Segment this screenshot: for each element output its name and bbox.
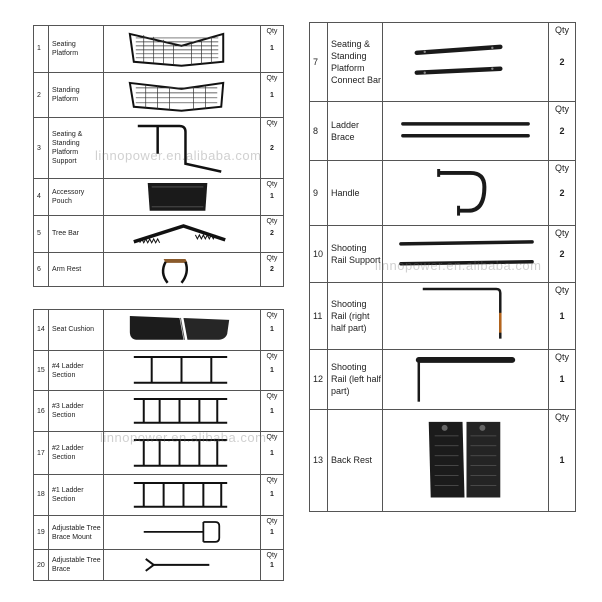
back-rest-icon <box>383 410 548 511</box>
part-name: Tree Bar <box>49 215 104 252</box>
table-row <box>34 350 284 391</box>
part-name: Ladder Brace <box>328 101 383 161</box>
accessory-pouch-icon <box>104 179 260 215</box>
part-number: 12 <box>310 350 328 410</box>
qty-label: Qty <box>266 434 278 442</box>
part-number: 15 <box>34 350 49 391</box>
qty-label: Qty <box>266 476 278 484</box>
qty-value: 1 <box>270 326 274 334</box>
part-number: 18 <box>34 474 49 515</box>
qty-value: 2 <box>270 265 274 273</box>
watermark: linnopower.en.alibaba.com <box>95 148 262 163</box>
part-number: 13 <box>310 409 328 511</box>
part-number: 10 <box>310 225 328 283</box>
table-row <box>34 550 284 581</box>
part-name: #4 Ladder Section <box>49 350 104 391</box>
qty-value: 2 <box>559 249 565 260</box>
qty-value: 1 <box>559 374 565 385</box>
table-row <box>310 283 576 350</box>
part-name: Seat Cushion <box>49 310 104 351</box>
part-number: 1 <box>34 26 49 73</box>
qty-value: 2 <box>270 230 274 238</box>
table-row <box>34 72 284 118</box>
qty-value: 1 <box>559 311 565 322</box>
table-row <box>310 350 576 410</box>
qty-label: Qty <box>266 352 278 360</box>
qty-value: 1 <box>270 449 274 457</box>
part-name: Arm Rest <box>49 252 104 287</box>
qty-label: Qty <box>554 103 569 114</box>
seating-platform-icon <box>104 26 260 72</box>
part-name: Handle <box>328 161 383 226</box>
qty-value: 1 <box>270 561 274 569</box>
part-number: 9 <box>310 161 328 226</box>
watermark: linnopower.en.alibaba.com <box>100 430 267 445</box>
part-number: 4 <box>34 179 49 216</box>
qty-value: 1 <box>270 407 274 415</box>
qty-label: Qty <box>266 181 278 189</box>
shooting-rail-support-icon <box>383 226 548 283</box>
part-name: #2 Ladder Section <box>49 432 104 475</box>
part-name: Shooting Rail Support <box>328 225 383 283</box>
qty-label: Qty <box>554 285 569 296</box>
parts-table-2 <box>33 309 284 581</box>
ladder-section-4-icon <box>104 351 260 391</box>
part-number: 3 <box>34 118 49 179</box>
part-number: 17 <box>34 432 49 475</box>
part-number: 8 <box>310 101 328 161</box>
part-number: 19 <box>34 515 49 550</box>
part-number: 14 <box>34 310 49 351</box>
table-row <box>34 474 284 515</box>
watermark: linnopower.en.alibaba.com <box>375 258 542 273</box>
standing-platform-icon <box>104 73 260 118</box>
part-name: Adjustable Tree Brace <box>49 550 104 581</box>
part-number: 2 <box>34 72 49 118</box>
qty-value: 1 <box>270 193 274 201</box>
qty-label: Qty <box>266 312 278 319</box>
part-number: 5 <box>34 215 49 252</box>
tree-brace-mount-icon <box>104 516 260 550</box>
qty-label: Qty <box>554 352 569 363</box>
part-name: Back Rest <box>328 409 383 511</box>
part-name: Seating & Standing Platform Connect Bar <box>328 23 383 102</box>
connect-bar-icon <box>383 23 548 101</box>
qty-value: 2 <box>270 144 274 152</box>
qty-label: Qty <box>266 254 278 262</box>
part-number: 7 <box>310 23 328 102</box>
qty-value: 1 <box>270 45 274 53</box>
part-number: 11 <box>310 283 328 350</box>
qty-value: 2 <box>559 56 565 67</box>
arm-rest-icon <box>104 253 260 287</box>
part-name: Adjustable Tree Brace Mount <box>49 515 104 550</box>
part-name: Seating Platform <box>49 26 104 73</box>
part-number: 16 <box>34 391 49 432</box>
table-row <box>310 409 576 511</box>
qty-label: Qty <box>266 393 278 401</box>
part-number: 6 <box>34 252 49 287</box>
tree-brace-icon <box>104 550 260 580</box>
part-name: #3 Ladder Section <box>49 391 104 432</box>
ladder-section-1-icon <box>104 475 260 515</box>
ladder-brace-icon <box>383 102 548 161</box>
qty-value: 1 <box>270 529 274 537</box>
shooting-rail-left-icon <box>383 350 548 409</box>
handle-icon <box>383 161 548 225</box>
part-name: #1 Ladder Section <box>49 474 104 515</box>
part-name: Seating & Standing Platform Support <box>49 118 104 179</box>
table-row <box>310 23 576 102</box>
tree-bar-icon <box>104 216 260 252</box>
seat-cushion-icon <box>104 310 260 350</box>
qty-value: 1 <box>270 367 274 375</box>
part-name: Standing Platform <box>49 72 104 118</box>
qty-label: Qty <box>266 552 278 560</box>
table-row <box>34 179 284 216</box>
qty-label: Qty <box>554 411 569 422</box>
qty-label: Qty <box>554 25 569 35</box>
qty-value: 2 <box>559 125 565 136</box>
table-row <box>34 310 284 351</box>
qty-value: 1 <box>559 455 565 466</box>
qty-label: Qty <box>554 227 569 238</box>
qty-label: Qty <box>266 74 278 82</box>
ladder-section-3-icon <box>104 391 260 431</box>
table-row <box>310 161 576 226</box>
table-row <box>34 515 284 550</box>
qty-label: Qty <box>266 217 278 225</box>
qty-label: Qty <box>554 163 569 174</box>
table-row <box>34 252 284 287</box>
qty-value: 1 <box>270 491 274 499</box>
part-name: Accessory Pouch <box>49 179 104 216</box>
part-number: 20 <box>34 550 49 581</box>
qty-label: Qty <box>266 28 278 35</box>
table-row <box>34 215 284 252</box>
table-row <box>34 391 284 432</box>
table-row <box>310 101 576 161</box>
qty-value: 1 <box>270 91 274 99</box>
table-row <box>34 26 284 73</box>
part-name: Shooting Rail (left half part) <box>328 350 383 410</box>
qty-label: Qty <box>266 120 278 128</box>
shooting-rail-right-icon <box>383 283 548 349</box>
part-name: Shooting Rail (right half part) <box>328 283 383 350</box>
qty-label: Qty <box>266 517 278 525</box>
qty-value: 2 <box>559 187 565 198</box>
table-row <box>310 225 576 283</box>
